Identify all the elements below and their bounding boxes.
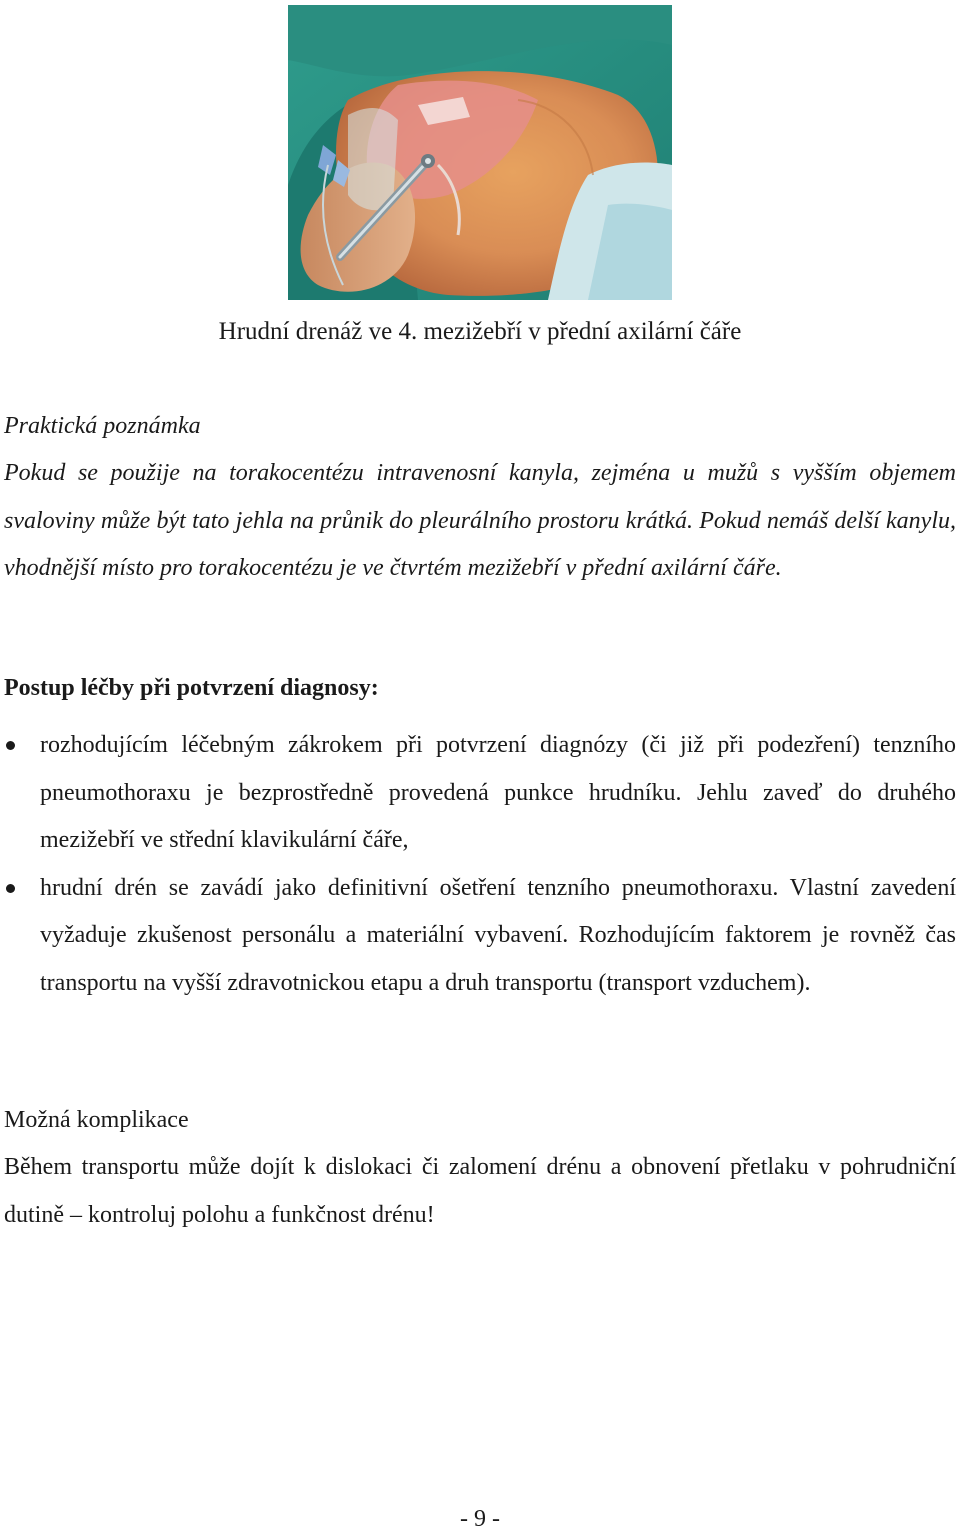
bullet-icon bbox=[6, 884, 15, 893]
bullet-icon bbox=[6, 741, 15, 750]
complication-heading: Možná komplikace bbox=[4, 1107, 189, 1133]
practical-note-text: Pokud se použije na torakocentézu intravenosní kanyla, zejména u mužů s vyšším objemem svaloviny může být tato jehla na průnik do pleurálního prostoru krátká. Pokud nemáš delší kanylu, vhodnější místo pro torakocentézu je ve čtvrtém mezižebří v přední axilární čáře. bbox=[4, 460, 956, 581]
chest-drain-photo bbox=[288, 5, 672, 300]
treatment-list bbox=[4, 722, 956, 1007]
list-item bbox=[4, 865, 956, 1008]
practical-note-heading: Praktická poznámka bbox=[4, 413, 201, 439]
treatment-heading: Postup léčby při potvrzení diagnosy: bbox=[4, 675, 379, 701]
figure-caption: Hrudní drenáž ve 4. mezižebří v přední axilární čáře bbox=[218, 318, 742, 345]
treatment-item-text: hrudní drén se zavádí jako definitivní ošetření tenzního pneumothoraxu. Vlastní zavedení vyžaduje zkušenost personálu a materiální vybavení. Rozhodujícím faktorem je rovněž čas transportu na vyšší zdravotnickou etapu a druh transportu (transport vzduchem). bbox=[40, 874, 956, 996]
complication-text: Během transportu může dojít k dislokaci či zalomení drénu a obnovení přetlaku v pohrudniční dutině – kontroluj polohu a funkčnost drénu! bbox=[4, 1154, 956, 1228]
list-item bbox=[4, 722, 956, 865]
page-number: - 9 - bbox=[460, 1506, 500, 1532]
treatment-item-text: rozhodujícím léčebným zákrokem při potvrzení diagnózy (či již při podezření) tenzního pneumothoraxu je bezprostředně provedená punkce hrudníku. Jehlu zaveď do druhého mezižebří ve střední klavikulární čáře, bbox=[40, 732, 956, 853]
